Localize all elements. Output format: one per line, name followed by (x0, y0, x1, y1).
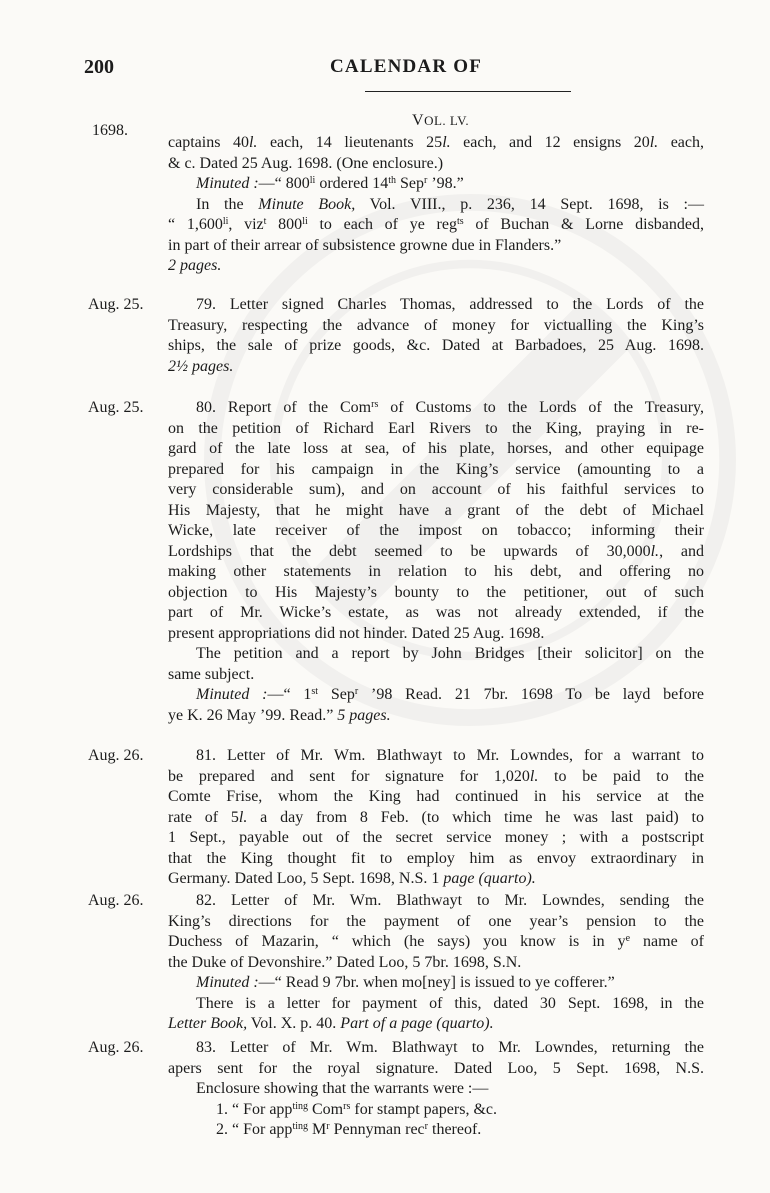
entry-date: Aug. 25. (88, 296, 144, 313)
text-segment: 2. “ For app (216, 1121, 293, 1138)
text-segment: gard of the late loss at sea, of his plate, horses, and other equipage (168, 440, 704, 457)
text-segment: 80. Report of the Com (196, 399, 372, 416)
superscript: t (263, 216, 267, 227)
text-line (168, 501, 704, 522)
text-segment: Duchess of Mazarin, “ which (he says) you know is in y (168, 933, 626, 950)
text-line (168, 295, 704, 316)
text-line (168, 808, 704, 829)
superscript: th (388, 175, 396, 186)
text-segment: each, (658, 134, 705, 151)
text-segment: apers sent for the royal signature. Dated Loo, 5 Sept. 1698, N.S. (168, 1059, 704, 1077)
text-segment: name of (630, 933, 704, 950)
italic-text: Letter Book, (168, 1015, 248, 1032)
text-segment: of Customs to the Lords of the Treasury, (378, 399, 704, 416)
text-segment: ye K. 26 May ’99. Read.” (168, 706, 338, 724)
text-segment: a day from 8 Feb. (to which time he was last paid) to (247, 808, 704, 826)
text-line (168, 521, 704, 542)
text-segment: for stampt papers, &c. (350, 1100, 497, 1118)
text-segment: , viz (228, 216, 264, 233)
text-segment: each, and 12 ensigns 20 (450, 134, 650, 151)
text-segment: very considerable sum), and on account of his faithful services to (168, 481, 704, 498)
text-segment: Comte Frise, whom the King had continued in his service at the (168, 788, 704, 805)
text-segment: Enclosure showing that the warrants were :— (196, 1080, 489, 1097)
superscript: r (423, 175, 428, 186)
text-line (168, 236, 704, 257)
text-segment: King’s directions for the payment of one year’s pension to the (168, 912, 704, 930)
text-line (168, 439, 704, 460)
text-segment: part of Mr. Wicke’s estate, as was not already extended, if the (168, 604, 704, 621)
entry-date: Aug. 26. (88, 892, 144, 909)
text-segment: Pennyman rec (329, 1121, 425, 1138)
text-line (168, 195, 704, 216)
italic-text: Minuted : (196, 175, 259, 192)
italic-text: l. (650, 542, 660, 560)
entry-text (168, 746, 704, 890)
page-number: 200 (84, 56, 114, 78)
text-segment: each, 14 lieutenants 25 (257, 134, 443, 151)
text-segment: & c. Dated 25 Aug. 1698. (One enclosure.) (168, 154, 444, 172)
text-line (168, 357, 704, 378)
text-line (168, 706, 704, 727)
italic-text: Minuted : (196, 686, 268, 703)
text-segment: of Buchan & Lorne disbanded, (463, 216, 705, 233)
text-line (168, 665, 704, 686)
text-line (168, 912, 704, 933)
text-line (168, 685, 704, 706)
text-segment: ’98.” (427, 175, 464, 192)
text-line (168, 583, 704, 604)
text-segment: rate of 5 (168, 808, 239, 826)
text-segment: —“ Read 9 7br. when mo[ney] is issued to ye cofferer.” (258, 974, 615, 991)
text-line (168, 746, 704, 767)
text-line (168, 973, 704, 994)
text-line (168, 1038, 704, 1059)
text-segment: to each of ye reg (307, 216, 457, 233)
text-line (168, 398, 704, 419)
text-segment: objection to His Majesty’s bounty to the petitioner, out of such (168, 583, 704, 601)
text-line (168, 994, 704, 1015)
text-segment: 79. Letter signed Charles Thomas, addressed to the Lords of the (196, 296, 704, 313)
superscript: ts (456, 216, 464, 227)
entry-text (168, 891, 704, 1035)
volume-heading (412, 112, 469, 130)
text-segment: His Majesty, that he might have a grant of the debt of Michael (168, 501, 704, 519)
italic-text: l. (649, 134, 659, 151)
text-line (168, 953, 704, 974)
superscript: r (424, 1121, 428, 1132)
text-segment: thereof. (428, 1121, 482, 1138)
text-line (168, 460, 704, 481)
text-segment: In the (196, 195, 259, 213)
text-segment: Vol. X. p. 40. (247, 1015, 341, 1032)
text-line (168, 542, 704, 563)
text-segment: same subject. (168, 665, 255, 683)
entry-text (168, 398, 704, 726)
italic-text: l. (529, 767, 539, 785)
text-segment: 82. Letter of Mr. Wm. Blathwayt to Mr. Lowndes, sending the (196, 892, 704, 909)
text-segment: “ 1,600 (168, 216, 223, 233)
text-line (168, 419, 704, 440)
volume-initial: V (412, 112, 425, 129)
text-segment: 1. “ For app (216, 1100, 293, 1118)
superscript: rs (343, 1100, 351, 1112)
entry-text (168, 1038, 704, 1141)
text-segment: 800 (266, 216, 303, 233)
continuation-paragraph (168, 133, 704, 277)
text-segment: Sep (395, 175, 424, 192)
text-line (168, 1059, 704, 1080)
text-line (168, 787, 704, 808)
text-segment: to be paid to the (538, 767, 704, 785)
text-segment: on the petition of Richard Earl Rivers to the King, praying in re- (168, 419, 704, 437)
text-segment: , and (659, 542, 704, 560)
entry-date: Aug. 26. (88, 747, 144, 764)
text-segment: —“ 1 (267, 686, 312, 703)
text-line (168, 215, 704, 236)
superscript: li (222, 216, 229, 227)
text-segment: present appropriations did not hinder. Dated 25 Aug. 1698. (168, 624, 545, 642)
text-segment: in part of their arrear of subsistence growne due in Flanders.” (168, 236, 562, 254)
text-line (168, 562, 704, 583)
superscript: st (311, 686, 319, 697)
entry-text (168, 295, 704, 377)
text-line (168, 828, 704, 849)
volume-rest: OL. LV. (424, 113, 470, 128)
text-line (168, 316, 704, 337)
text-segment: Wicke, late receiver of the impost on tobacco; informing their (168, 522, 704, 539)
text-segment: ’98 Read. 21 7br. 1698 To be layd before (358, 686, 705, 703)
text-line (168, 133, 704, 154)
text-segment: —“ 800 (258, 175, 310, 192)
text-segment: the Duke of Devonshire.” Dated Loo, 5 7br. 1698, S.N. (168, 953, 522, 971)
header-rule (365, 91, 571, 92)
text-line (168, 1079, 704, 1100)
text-line (168, 1120, 704, 1141)
text-line (168, 336, 704, 357)
text-segment: 81. Letter of Mr. Wm. Blathwayt to Mr. Lowndes, for a warrant to (196, 747, 704, 764)
superscript: rs (371, 399, 379, 410)
italic-text: 2 pages. (168, 257, 222, 274)
text-line (168, 174, 704, 195)
italic-text: l. (442, 134, 451, 151)
italic-text: Minuted : (196, 974, 259, 991)
text-segment: prepared for his campaign in the King’s service (amounting to a (168, 460, 704, 478)
italic-text: page (quarto). (443, 870, 536, 887)
text-line (168, 603, 704, 624)
running-title: CALENDAR OF (330, 56, 483, 77)
superscript: li (302, 216, 308, 227)
text-segment: There is a letter for payment of this, dated 30 Sept. 1698, in the (196, 994, 704, 1012)
text-line (168, 1100, 704, 1121)
text-segment: 1 Sept., payable out of the secret service money ; with a postscript (168, 829, 704, 846)
italic-text: l. (238, 808, 248, 826)
year-label: 1698. (92, 122, 128, 139)
text-line (168, 1014, 704, 1035)
text-segment: be prepared and sent for signature for 1,020 (168, 767, 530, 785)
text-segment: Treasury, respecting the advance of money for victualling the King’s (168, 316, 704, 334)
italic-text: 2½ pages. (168, 357, 234, 375)
text-line (168, 849, 704, 870)
text-line (168, 480, 704, 501)
text-line (168, 767, 704, 788)
text-segment: The petition and a report by John Bridges [their solicitor] on the (196, 645, 704, 662)
text-segment: captains 40 (168, 134, 249, 151)
italic-text: Part of a page (quarto). (340, 1015, 494, 1032)
entry-date: Aug. 26. (88, 1039, 144, 1056)
superscript: li (309, 175, 316, 186)
text-segment: that the King thought fit to employ him as envoy extraordinary in (168, 849, 704, 867)
italic-text: l. (248, 134, 258, 151)
text-line (168, 869, 704, 890)
text-segment: M (308, 1121, 327, 1138)
superscript: r (354, 686, 359, 697)
text-line (168, 932, 704, 953)
text-segment: Com (308, 1100, 344, 1118)
text-line (168, 624, 704, 645)
text-segment: Germany. Dated Loo, 5 Sept. 1698, N.S. 1 (168, 870, 444, 887)
text-line (168, 644, 704, 665)
superscript: ting (292, 1121, 308, 1132)
superscript: r (326, 1121, 330, 1132)
entry-date: Aug. 25. (88, 399, 144, 416)
italic-text: Minute Book, (258, 195, 356, 213)
superscript: e (625, 933, 631, 944)
text-segment: 83. Letter of Mr. Wm. Blathwayt to Mr. Lowndes, returning the (196, 1039, 704, 1056)
superscript: ting (292, 1100, 308, 1112)
text-line (168, 256, 704, 277)
text-segment: Vol. VIII., p. 236, 14 Sept. 1698, is :— (355, 195, 705, 213)
text-segment: Sep (318, 686, 355, 703)
text-segment: ships, the sale of prize goods, &c. Dated at Barbadoes, 25 Aug. 1698. (168, 337, 704, 354)
text-line (168, 154, 704, 175)
italic-text: 5 pages. (337, 706, 391, 724)
text-line (168, 891, 704, 912)
text-segment: ordered 14 (315, 175, 389, 192)
text-segment: Lordships that the debt seemed to be upwards of 30,000 (168, 542, 651, 560)
text-segment: making other statements in relation to his debt, and offering no (168, 563, 704, 580)
